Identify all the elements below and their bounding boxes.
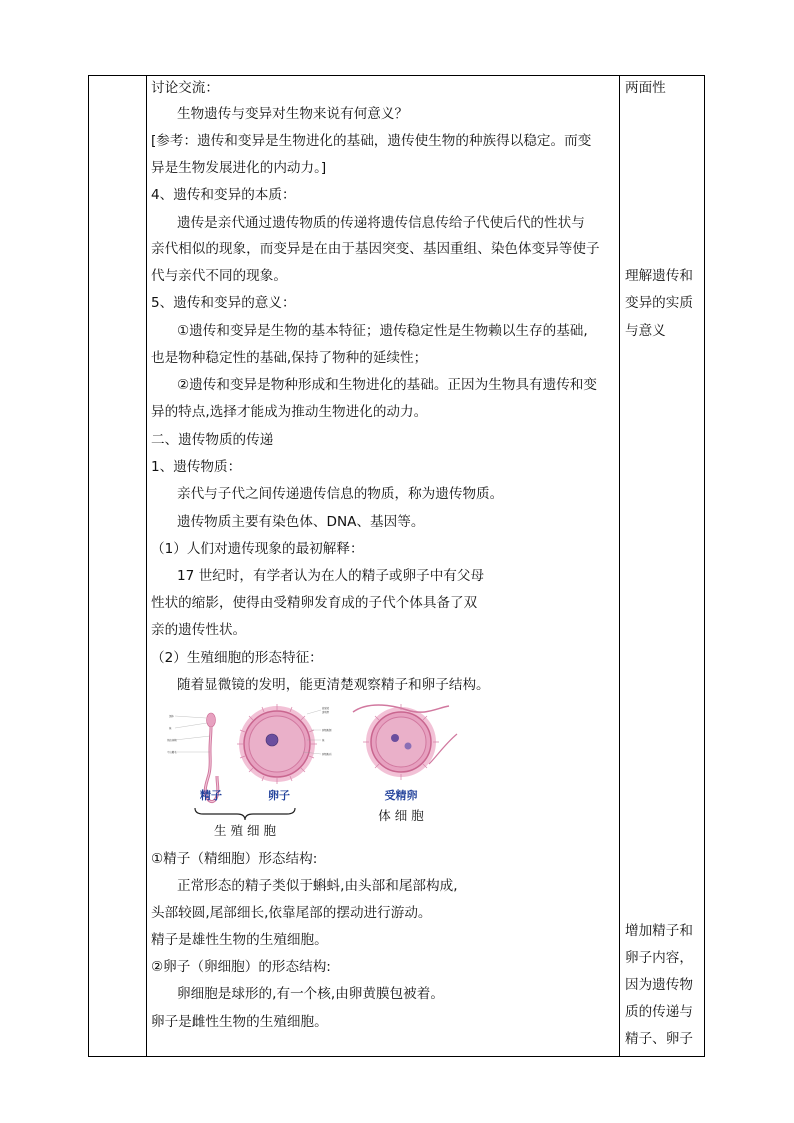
- paragraph-line: 亲的遗传性状。: [151, 622, 247, 638]
- paragraph-line: 代与亲代不同的现象。: [151, 268, 287, 284]
- paragraph-line: 性状的缩影，使得由受精卵发育成的子代个体具备了双: [151, 595, 478, 611]
- egg-part-label: 卵细胞膜: [322, 729, 332, 732]
- paragraph-line: 卵细胞是球形的,有一个核,由卵黄膜包被着。: [177, 986, 444, 1002]
- zygote-illustration: [353, 704, 457, 780]
- paragraph-line: 头部较圆,尾部细长,依靠尾部的摆动进行游动。: [151, 905, 432, 921]
- subsection-heading: 1、遗传物质：: [151, 459, 242, 475]
- sperm-part-label: 线粒体鞘: [167, 739, 177, 742]
- sperm-caption: 精子: [200, 789, 222, 802]
- sperm-part-label: 核: [169, 727, 172, 730]
- paragraph-line: 也是物种稳定性的基础,保持了物种的延续性；: [151, 350, 428, 366]
- paragraph-line: 亲代相似的现象，而变异是在由于基因突变、基因重组、染色体变异等使子: [151, 241, 600, 257]
- germ-cell-figure: [167, 704, 467, 844]
- section-heading-transmission: 二、遗传物质的传递: [151, 432, 274, 448]
- paragraph-line: 卵子是雌性生物的生殖细胞。: [151, 1014, 328, 1030]
- paragraph-line: 遗传是亲代通过遗传物质的传递将遗传信息传给子代使后代的性状与: [177, 215, 585, 231]
- egg-caption: 卵子: [268, 789, 290, 802]
- column-divider-left: [146, 76, 147, 1056]
- paragraph-line: 正常形态的精子类似于蝌蚪,由头部和尾部构成,: [177, 878, 458, 894]
- note-add-content-line: 因为遗传物: [625, 977, 693, 993]
- sperm-part-label: 中央鞭毛: [167, 751, 177, 754]
- egg-part-label: 放射冠: [322, 707, 330, 710]
- note-add-content-line: 精子、卵子: [625, 1031, 693, 1047]
- egg-illustration: [237, 704, 332, 784]
- zygote-caption: 受精卵: [384, 789, 418, 802]
- note-add-content-line: 卵子内容，: [625, 950, 693, 966]
- paragraph-line: 随着显微镜的发明，能更清楚观察精子和卵子结构。: [177, 677, 490, 693]
- section-heading-significance: 5、遗传和变异的意义：: [151, 295, 296, 311]
- paragraph-line: ①遗传和变异是生物的基本特征；遗传稳定性是生物赖以生存的基础,: [177, 323, 588, 339]
- paragraph-line: 亲代与子代之间传递遗传信息的物质，称为遗传物质。: [177, 486, 504, 502]
- grouping-brace: [195, 808, 295, 820]
- paragraph-line: ②遗传和变异是物种形成和生物进化的基础。正因为生物具有遗传和变: [177, 377, 597, 393]
- subsection-heading: （1）人们对遗传现象的最初解释：: [151, 541, 364, 557]
- note-add-content-line: 增加精子和: [625, 923, 693, 939]
- sperm-part-label: 顶体: [169, 715, 174, 718]
- paragraph-line: 遗传物质主要有染色体、DNA、基因等。: [177, 514, 425, 530]
- lesson-table: [88, 75, 705, 1057]
- note-add-content-line: 质的传递与: [625, 1004, 693, 1020]
- note-understand-line: 与意义: [625, 323, 666, 339]
- egg-part-label: 透明带: [322, 711, 330, 714]
- subsection-heading: ②卵子（卵细胞）的形态结构:: [151, 959, 331, 975]
- column-divider-right: [619, 76, 620, 1056]
- section-heading-essence: 4、遗传和变异的本质：: [151, 187, 296, 203]
- subsection-heading: （2）生殖细胞的形态特征：: [151, 650, 323, 666]
- germ-cell-group-label: 生 殖 细 胞: [214, 823, 276, 838]
- egg-part-label: 核: [322, 739, 325, 742]
- paragraph-line: 精子是雄性生物的生殖细胞。: [151, 932, 328, 948]
- paragraph-line: 异的特点,选择才能成为推动生物进化的动力。: [151, 404, 428, 420]
- note-two-sides: 两面性: [625, 80, 666, 96]
- reference-answer-line-2: 异是生物发展进化的内动力。]: [151, 160, 327, 176]
- reference-answer-line-1: [参考：遗传和变异是生物进化的基础，遗传使生物的种族得以稳定。而变: [151, 133, 592, 149]
- subsection-heading: ①精子（精细胞）形态结构:: [151, 851, 318, 867]
- discussion-question: 生物遗传与变异对生物来说有何意义？: [177, 106, 409, 122]
- discussion-heading: 讨论交流：: [151, 80, 219, 96]
- paragraph-line: 17 世纪时，有学者认为在人的精子或卵子中有父母: [177, 568, 485, 584]
- egg-part-label: 卵细胞质: [322, 753, 332, 756]
- note-understand-line: 变异的实质: [625, 295, 693, 311]
- note-understand-line: 理解遗传和: [625, 268, 693, 284]
- body-cell-label: 体 细 胞: [378, 808, 424, 823]
